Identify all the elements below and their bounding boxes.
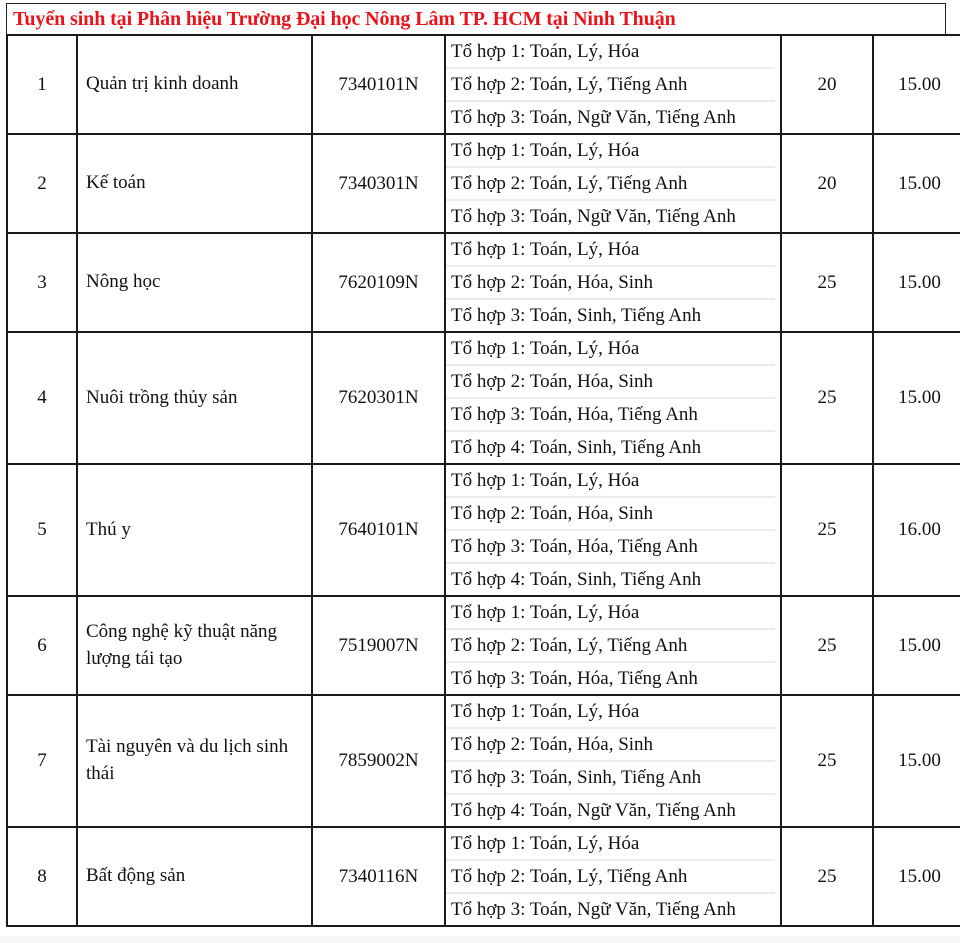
subject-combination: Tổ hợp 2: Toán, Hóa, Sinh: [446, 267, 775, 300]
subject-combinations-cell[interactable]: [445, 596, 781, 695]
subject-combination: Tổ hợp 3: Toán, Hóa, Tiếng Anh: [446, 399, 775, 432]
quota-cell[interactable]: 25: [781, 233, 873, 332]
program-name-cell[interactable]: Kế toán: [77, 134, 312, 233]
subject-combination: Tổ hợp 4: Toán, Ngữ Văn, Tiếng Anh: [451, 800, 736, 821]
subject-combination: Tổ hợp 2: Toán, Hóa, Sinh: [446, 729, 775, 762]
subject-combination: Tổ hợp 1: Toán, Lý, Hóa: [446, 333, 775, 366]
subject-combination: Tổ hợp 3: Toán, Hóa, Tiếng Anh: [446, 531, 775, 564]
row-number-cell[interactable]: 2: [7, 134, 77, 233]
subject-combination: Tổ hợp 1: Toán, Lý, Hóa: [446, 135, 775, 168]
subject-combination: Tổ hợp 2: Toán, Lý, Tiếng Anh: [446, 69, 775, 102]
subject-combination: Tổ hợp 1: Toán, Lý, Hóa: [446, 36, 775, 69]
subject-combination: Tổ hợp 4: Toán, Sinh, Tiếng Anh: [451, 569, 702, 590]
subject-combinations-cell[interactable]: [445, 35, 781, 134]
program-name-cell[interactable]: Tài nguyên và du lịch sinh thái: [77, 695, 312, 827]
subject-combinations-cell[interactable]: [445, 695, 781, 827]
subject-combination: Tổ hợp 3: Toán, Sinh, Tiếng Anh: [451, 305, 702, 326]
program-code-cell[interactable]: 7640101N: [312, 464, 445, 596]
subject-combination: Tổ hợp 4: Toán, Sinh, Tiếng Anh: [451, 437, 702, 458]
quota-cell[interactable]: 20: [781, 134, 873, 233]
program-code-cell[interactable]: 7620109N: [312, 233, 445, 332]
benchmark-score-cell[interactable]: 15.00: [873, 233, 960, 332]
benchmark-score-cell[interactable]: 15.00: [873, 695, 960, 827]
benchmark-score-cell[interactable]: 16.00: [873, 464, 960, 596]
table-row: [7, 827, 960, 926]
quota-cell[interactable]: 25: [781, 332, 873, 464]
table-title: Tuyển sinh tại Phân hiệu Trường Đại học Nông Lâm TP. HCM tại Ninh Thuận: [13, 8, 676, 30]
row-number-cell[interactable]: 7: [7, 695, 77, 827]
admission-table: [6, 34, 960, 927]
subject-combination: Tổ hợp 2: Toán, Lý, Tiếng Anh: [446, 630, 775, 663]
subject-combination: Tổ hợp 1: Toán, Lý, Hóa: [446, 234, 775, 267]
table-row: [7, 332, 960, 464]
subject-combinations-cell[interactable]: [445, 332, 781, 464]
title-row[interactable]: [6, 3, 946, 34]
program-name-cell[interactable]: Bất động sản: [77, 827, 312, 926]
subject-combination: Tổ hợp 2: Toán, Hóa, Sinh: [446, 498, 775, 531]
subject-combination: Tổ hợp 3: Toán, Ngữ Văn, Tiếng Anh: [451, 107, 736, 128]
quota-cell[interactable]: 25: [781, 464, 873, 596]
subject-combinations-cell[interactable]: [445, 233, 781, 332]
subject-combination: Tổ hợp 2: Toán, Hóa, Sinh: [446, 366, 775, 399]
program-code-cell[interactable]: 7519007N: [312, 596, 445, 695]
program-name-cell[interactable]: Thú y: [77, 464, 312, 596]
table-row: [7, 233, 960, 332]
subject-combination: Tổ hợp 1: Toán, Lý, Hóa: [446, 828, 775, 861]
subject-combination: Tổ hợp 3: Toán, Hóa, Tiếng Anh: [451, 668, 698, 689]
table-row: [7, 695, 960, 827]
quota-cell[interactable]: 25: [781, 827, 873, 926]
program-name-cell[interactable]: Nông học: [77, 233, 312, 332]
subject-combination: Tổ hợp 1: Toán, Lý, Hóa: [446, 696, 775, 729]
row-number-cell[interactable]: 4: [7, 332, 77, 464]
subject-combinations-cell[interactable]: [445, 464, 781, 596]
program-code-cell[interactable]: 7620301N: [312, 332, 445, 464]
program-code-cell[interactable]: 7340116N: [312, 827, 445, 926]
table-row: [7, 35, 960, 134]
program-code-cell[interactable]: 7859002N: [312, 695, 445, 827]
quota-cell[interactable]: 25: [781, 596, 873, 695]
table-row: [7, 464, 960, 596]
program-name-cell[interactable]: Nuôi trồng thủy sản: [77, 332, 312, 464]
benchmark-score-cell[interactable]: 15.00: [873, 596, 960, 695]
benchmark-score-cell[interactable]: 15.00: [873, 332, 960, 464]
benchmark-score-cell[interactable]: 15.00: [873, 35, 960, 134]
subject-combination: Tổ hợp 1: Toán, Lý, Hóa: [446, 597, 775, 630]
row-number-cell[interactable]: 5: [7, 464, 77, 596]
row-number-cell[interactable]: 8: [7, 827, 77, 926]
program-code-cell[interactable]: 7340101N: [312, 35, 445, 134]
quota-cell[interactable]: 25: [781, 695, 873, 827]
benchmark-score-cell[interactable]: 15.00: [873, 134, 960, 233]
bottom-edge: [0, 936, 960, 943]
subject-combinations-cell[interactable]: [445, 134, 781, 233]
program-name-cell[interactable]: Công nghệ kỹ thuật năng lượng tái tạo: [77, 596, 312, 695]
benchmark-score-cell[interactable]: 15.00: [873, 827, 960, 926]
row-number-cell[interactable]: 1: [7, 35, 77, 134]
table-row: [7, 134, 960, 233]
subject-combination: Tổ hợp 3: Toán, Sinh, Tiếng Anh: [446, 762, 775, 795]
row-number-cell[interactable]: 6: [7, 596, 77, 695]
subject-combination: Tổ hợp 3: Toán, Ngữ Văn, Tiếng Anh: [451, 899, 736, 920]
subject-combination: Tổ hợp 2: Toán, Lý, Tiếng Anh: [446, 861, 775, 894]
table-row: [7, 596, 960, 695]
program-name-cell[interactable]: Quản trị kinh doanh: [77, 35, 312, 134]
subject-combination: Tổ hợp 1: Toán, Lý, Hóa: [446, 465, 775, 498]
subject-combinations-cell[interactable]: [445, 827, 781, 926]
quota-cell[interactable]: 20: [781, 35, 873, 134]
row-number-cell[interactable]: 3: [7, 233, 77, 332]
program-code-cell[interactable]: 7340301N: [312, 134, 445, 233]
subject-combination: Tổ hợp 2: Toán, Lý, Tiếng Anh: [446, 168, 775, 201]
subject-combination: Tổ hợp 3: Toán, Ngữ Văn, Tiếng Anh: [451, 206, 736, 227]
